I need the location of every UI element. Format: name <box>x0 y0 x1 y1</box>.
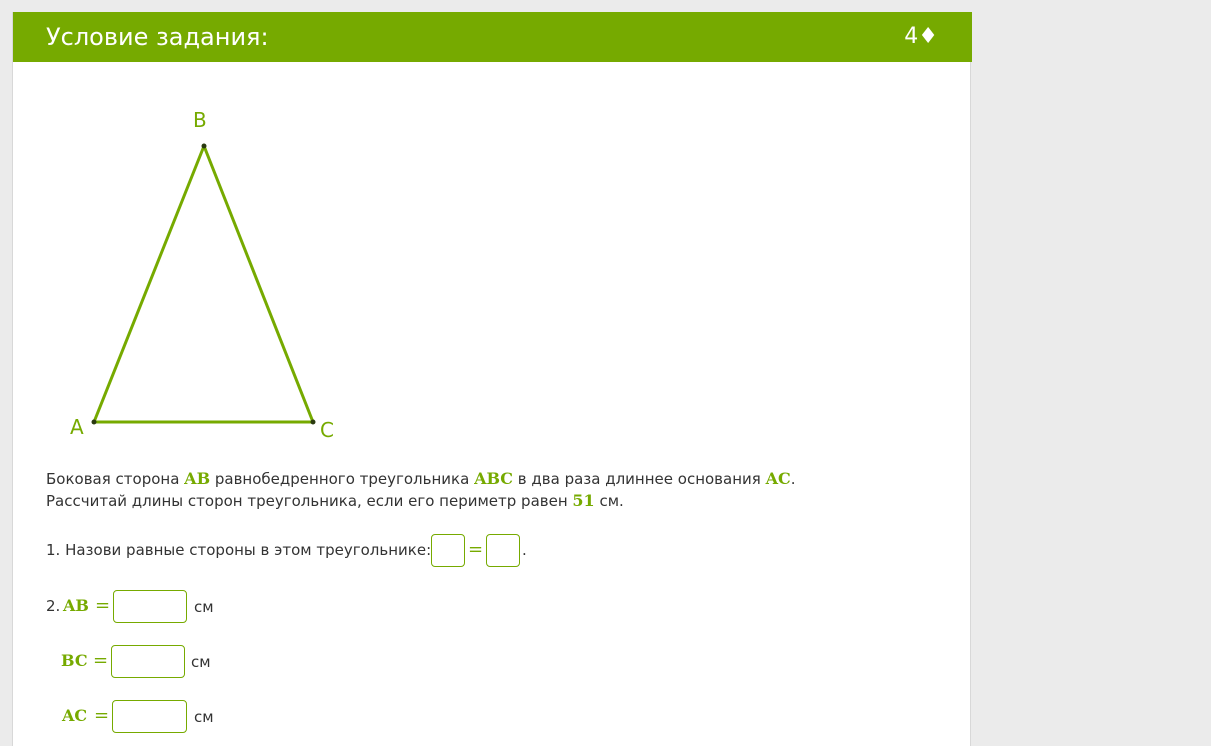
task-card <box>12 12 971 746</box>
ab-unit: см <box>194 598 214 616</box>
ac-length-input[interactable] <box>112 700 187 733</box>
task-points: 4♦ <box>904 24 938 49</box>
equals-sign: = <box>94 705 110 726</box>
math-abc: ABC <box>474 469 514 488</box>
question-1-text: 1. Назови равные стороны в этом треугольнике: <box>46 541 432 559</box>
ab-length-input[interactable] <box>113 590 187 623</box>
math-ab: AB <box>184 469 211 488</box>
vertex-c-label: C <box>320 418 334 442</box>
question-1-period: . <box>522 541 527 559</box>
equals-sign: = <box>95 595 111 616</box>
problem-line-1 <box>46 469 796 489</box>
ac-unit: см <box>194 708 214 726</box>
problem-text: равнобедренного треугольника <box>210 470 475 488</box>
ab-label: AB <box>63 596 89 615</box>
vertex-a-label: A <box>70 415 84 439</box>
problem-text: см. <box>594 492 624 510</box>
equals-sign: = <box>93 650 109 671</box>
equal-side-input-2[interactable] <box>486 534 520 567</box>
bc-label: BC <box>61 651 88 670</box>
bc-unit: см <box>191 653 211 671</box>
math-ac: AC <box>765 469 791 488</box>
problem-text: . <box>790 470 796 488</box>
task-title: Условие задания: <box>46 23 269 51</box>
math-perimeter: 51 <box>572 491 595 510</box>
problem-line-2 <box>46 491 624 511</box>
triangle-figure <box>13 12 972 452</box>
problem-text: в два раза длиннее основания <box>513 470 766 488</box>
problem-text: Рассчитай длины сторон треугольника, если его периметр равен <box>46 492 573 510</box>
equals-sign: = <box>468 539 484 560</box>
equal-side-input-1[interactable] <box>431 534 465 567</box>
ac-label: AC <box>62 706 88 725</box>
vertex-b-label: B <box>193 108 207 132</box>
vertex-c-dot <box>311 420 316 425</box>
problem-text: Боковая сторона <box>46 470 185 488</box>
side-ab <box>94 146 204 422</box>
question-2-number: 2. <box>46 597 61 615</box>
bc-length-input[interactable] <box>111 645 185 678</box>
side-bc <box>204 146 313 422</box>
vertex-b-dot <box>202 144 207 149</box>
vertex-a-dot <box>92 420 97 425</box>
